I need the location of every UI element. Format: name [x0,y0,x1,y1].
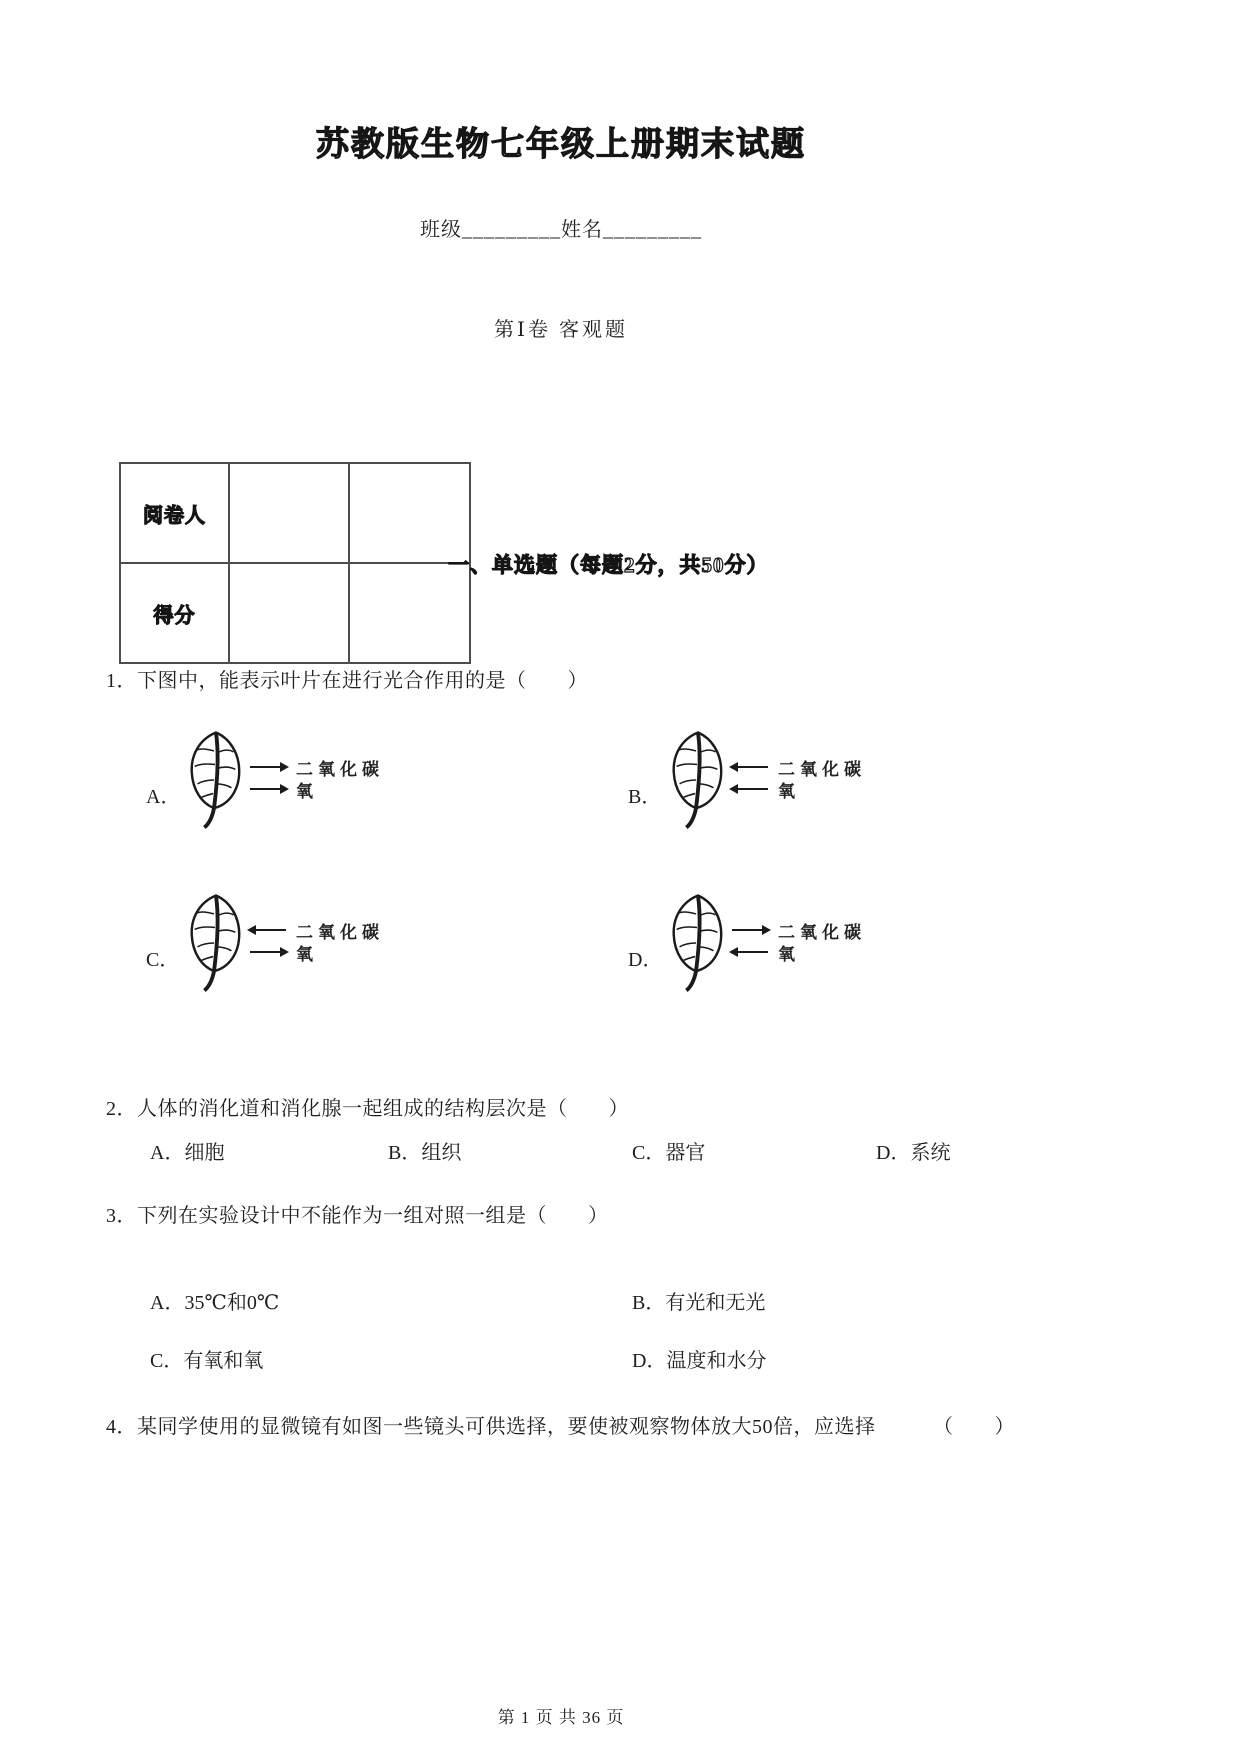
class-name-blanks: 班级_________姓名_________ [420,219,702,241]
q1-option-c-diagram [146,891,466,1003]
leaf-drawing [184,728,246,832]
gas-exchange-annotations [732,756,866,800]
question-4-text: 4．某同学使用的显微镜有如图一些镜头可供选择，要使被观察物体放大50倍，应选择 [106,1416,876,1438]
co2-label: 二氧化碳 [296,759,384,779]
o2-arrow-icon [732,951,768,953]
co2-line [732,756,866,778]
o2-label: 氧 [296,781,318,801]
score-label: 得分 [120,563,229,663]
q3-option-d: D．温度和水分 [632,1350,767,1372]
question-4-answer-blank: （ ） [933,1416,1015,1438]
o2-line [250,941,384,963]
question-4 [106,1410,1015,1439]
q1-option-b-diagram [628,728,948,840]
co2-label: 二氧化碳 [778,759,866,779]
question-3: 3．下列在实验设计中不能作为一组对照一组是（ ） [106,1205,609,1227]
o2-label: 氧 [778,944,800,964]
o2-label: 氧 [778,781,800,801]
score-row [120,563,470,663]
q1-option-a-diagram [146,728,466,840]
o2-label: 氧 [296,944,318,964]
page-title: 苏教版生物七年级上册期末试题 [316,127,806,163]
option-letter-b: B． [628,786,662,808]
option-letter-a: A． [146,786,181,808]
grader-empty-cell [229,463,349,563]
score-empty-cell [229,563,349,663]
co2-arrow-icon [732,929,768,931]
q3-option-b: B．有光和无光 [632,1292,766,1314]
o2-arrow-icon [250,788,286,790]
co2-label: 二氧化碳 [778,922,866,942]
part1-heading: 一、单选题（每题2分，共50分） [448,553,769,577]
grader-row [120,463,470,563]
page-number-footer: 第 1 页 共 36 页 [497,1708,625,1727]
q2-option-d: D．系统 [876,1142,951,1164]
o2-arrow-icon [732,788,768,790]
o2-line [732,941,866,963]
q3-option-c: C．有氧和氧 [150,1350,264,1372]
option-letter-c: C． [146,949,180,971]
question-1: 1．下图中，能表示叶片在进行光合作用的是（ ） [106,670,588,692]
co2-arrow-icon [732,766,768,768]
grader-empty-cell [349,463,470,563]
leaf-drawing [184,891,246,995]
gas-exchange-annotations [250,919,384,963]
co2-label: 二氧化碳 [296,922,384,942]
option-letter-d: D． [628,949,663,971]
leaf-drawing [666,891,728,995]
section-title: 第Ⅰ卷 客观题 [494,319,628,341]
q3-option-a: A．35℃和0℃ [150,1292,280,1314]
q2-option-a: A．细胞 [150,1142,225,1164]
grader-score-table [119,462,471,664]
q1-option-d-diagram [628,891,948,1003]
co2-arrow-icon [250,929,286,931]
gas-exchange-annotations [250,756,384,800]
co2-line [732,919,866,941]
grader-label: 阅卷人 [120,463,229,563]
leaf-drawing [666,728,728,832]
gas-exchange-annotations [732,919,866,963]
o2-line [732,778,866,800]
o2-arrow-icon [250,951,286,953]
question-2: 2．人体的消化道和消化腺一起组成的结构层次是（ ） [106,1098,629,1120]
co2-line [250,919,384,941]
co2-arrow-icon [250,766,286,768]
q2-option-c: C．器官 [632,1142,706,1164]
o2-line [250,778,384,800]
q2-option-b: B．组织 [388,1142,462,1164]
co2-line [250,756,384,778]
